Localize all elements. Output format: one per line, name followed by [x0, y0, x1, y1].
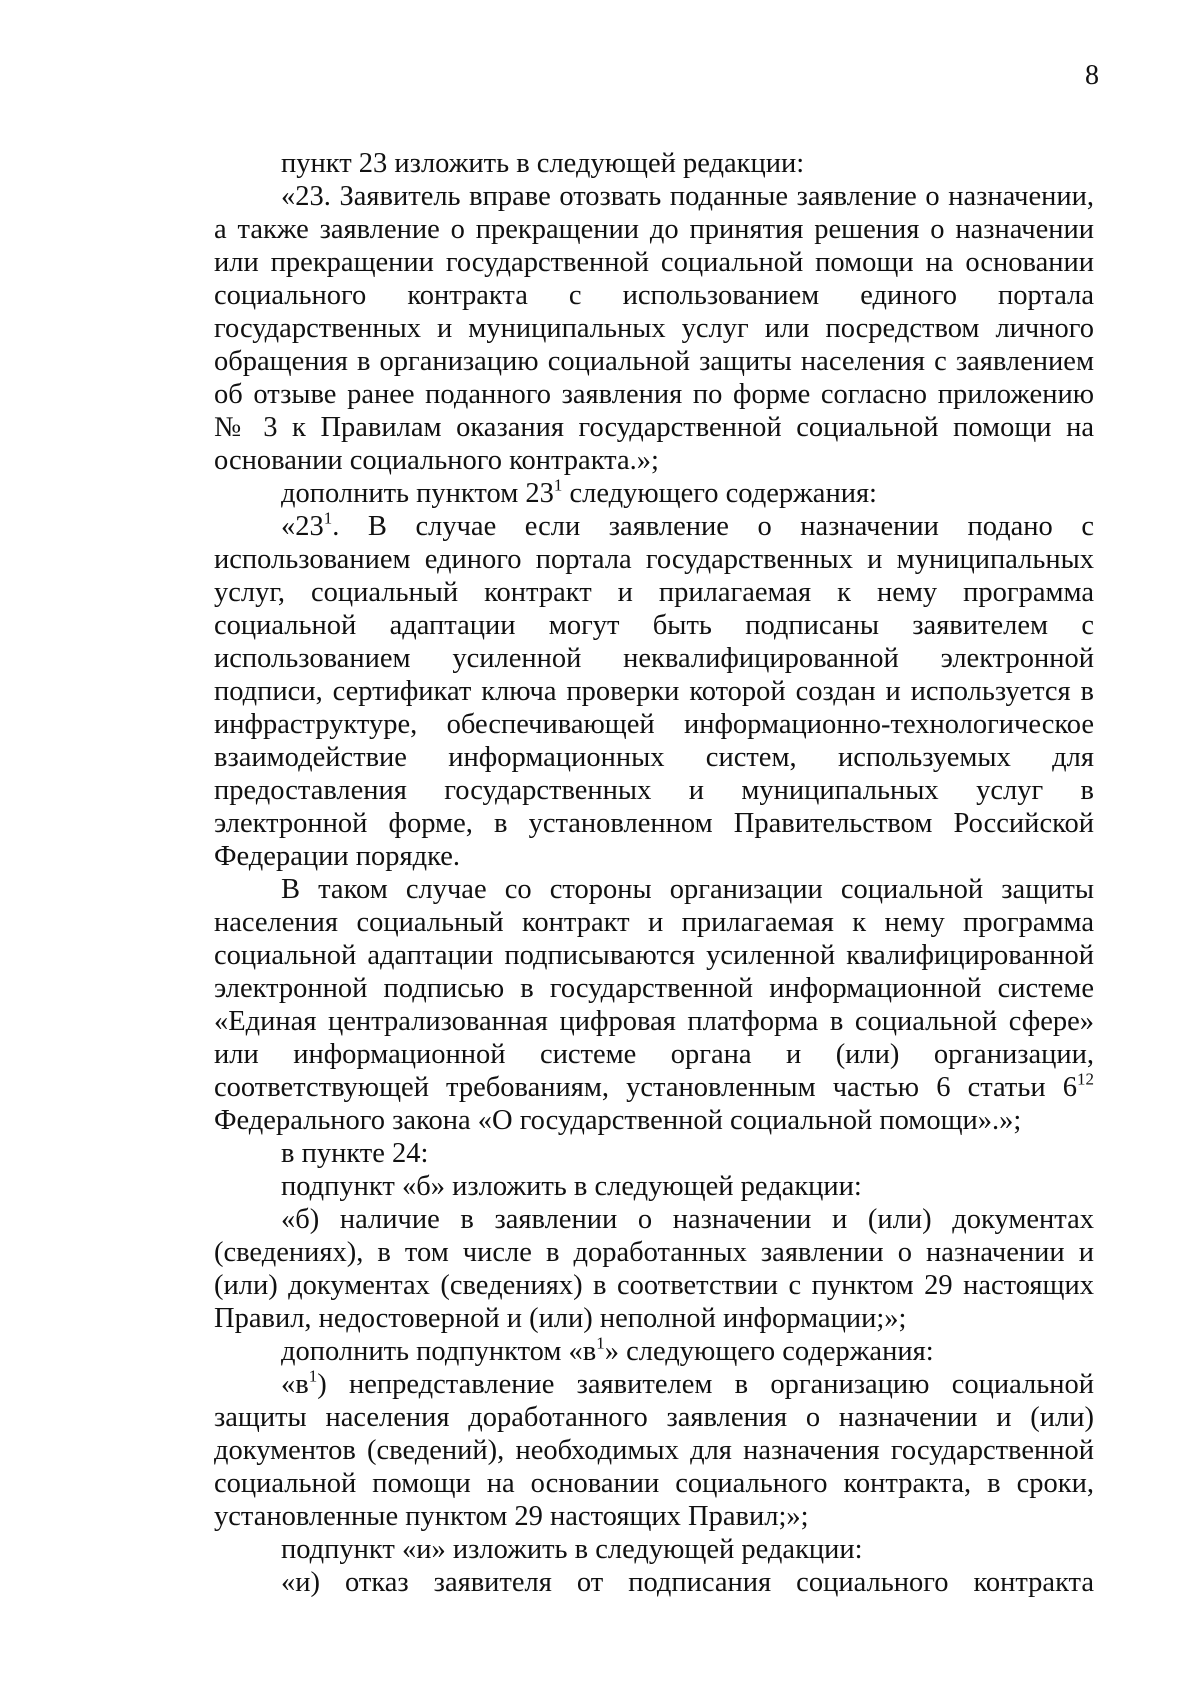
paragraph-text: дополнить пунктом 23 — [281, 478, 554, 509]
paragraph-text: В таком случае со стороны организации социальной защиты населения социальный контракт и прилагаемая к нему программа социальной адаптации подписываются усиленной квалифицированной электронной подписью в государственной информационной системе «Единая централизованная цифровая платформа в социальной сфере» или информационной системе органа и (или) организации, соответствующей требованиям, установленным частью 6 статьи 6 — [214, 874, 1094, 1103]
paragraph-text-tail: ) непредставление заявителем в организацию социальной защиты населения доработанного заявления о назначении и (или) документов (сведений), необходимых для назначения государственной социальной помощи на основании социального контракта, в сроки, установленные пунктом 29 настоящих Правил;»; — [214, 1369, 1094, 1532]
paragraph-text: подпункт «б» изложить в следующей редакции: — [281, 1171, 862, 1202]
paragraph-text: «23. Заявитель вправе отозвать поданные заявление о назначении, а также заявление о прекращении до принятия решения о назначении или прекращении государственной социальной помощи на основании социального контракта с использованием единого портала государственных и муниципальных услуг или посредством личного обращения в организацию социальной защиты населения с заявлением об отзыве ранее поданного заявления по форме согласно приложению № 3 к Правилам оказания государственной социальной помощи на основании социального контракта.»; — [214, 181, 1094, 476]
paragraph-p24 — [214, 1137, 1094, 1170]
paragraph-p23-1 — [214, 510, 1094, 873]
page-number: 8 — [1085, 60, 1099, 91]
paragraph-text: «и) отказ заявителя от подписания социального контракта — [281, 1567, 1094, 1598]
paragraph-add-subpoint-v1 — [214, 1335, 1094, 1368]
superscript: 12 — [1077, 1069, 1094, 1089]
superscript: 1 — [323, 508, 333, 528]
superscript: 1 — [596, 1333, 605, 1353]
paragraph-text-tail: » следующего содержания: — [604, 1336, 934, 1367]
paragraph-text: «в — [281, 1369, 309, 1400]
paragraph-text-tail: Федерального закона «О государственной социальной помощи».»; — [214, 1105, 1022, 1136]
superscript: 1 — [553, 475, 563, 495]
paragraph-subpoint-i — [214, 1566, 1094, 1599]
paragraph-text: дополнить подпунктом «в — [281, 1336, 597, 1367]
superscript: 1 — [308, 1366, 318, 1386]
paragraph-text: «б) наличие в заявлении о назначении и (или) документах (сведениях), в том числе в доработанных заявлении о назначении и (или) документах (сведениях) в соответствии с пунктом 29 настоящих Правил, недостоверной и (или) неполной информации;»; — [214, 1204, 1094, 1334]
paragraph-amend-p23 — [214, 147, 1094, 180]
document-body — [214, 147, 1094, 1599]
paragraph-text-tail: . В случае если заявление о назначении подано с использованием единого портала государственных и муниципальных услуг, социальный контракт и прилагаемая к нему программа социальной адаптации могут быть подписаны заявителем с использованием усиленной неквалифицированной электронной подписи, сертификат ключа проверки которой создан и используется в инфраструктуре, обеспечивающей информационно-технологическое взаимодействие информационных систем, используемых для предоставления государственных и муниципальных услуг в электронной форме, в установленном Правительством Российской Федерации порядке. — [214, 511, 1094, 872]
paragraph-subpoint-b-intro — [214, 1170, 1094, 1203]
paragraph-text: «23 — [281, 511, 324, 542]
paragraph-signature-case — [214, 873, 1094, 1137]
paragraph-text: пункт 23 изложить в следующей редакции: — [281, 148, 805, 179]
paragraph-subpoint-i-intro — [214, 1533, 1094, 1566]
paragraph-text-tail: следующего содержания: — [562, 478, 877, 509]
paragraph-new-p23 — [214, 180, 1094, 477]
paragraph-add-p23-1 — [214, 477, 1094, 510]
paragraph-text: в пункте 24: — [281, 1138, 429, 1169]
paragraph-text: подпункт «и» изложить в следующей редакции: — [281, 1534, 863, 1565]
paragraph-subpoint-b — [214, 1203, 1094, 1335]
paragraph-subpoint-v1 — [214, 1368, 1094, 1533]
